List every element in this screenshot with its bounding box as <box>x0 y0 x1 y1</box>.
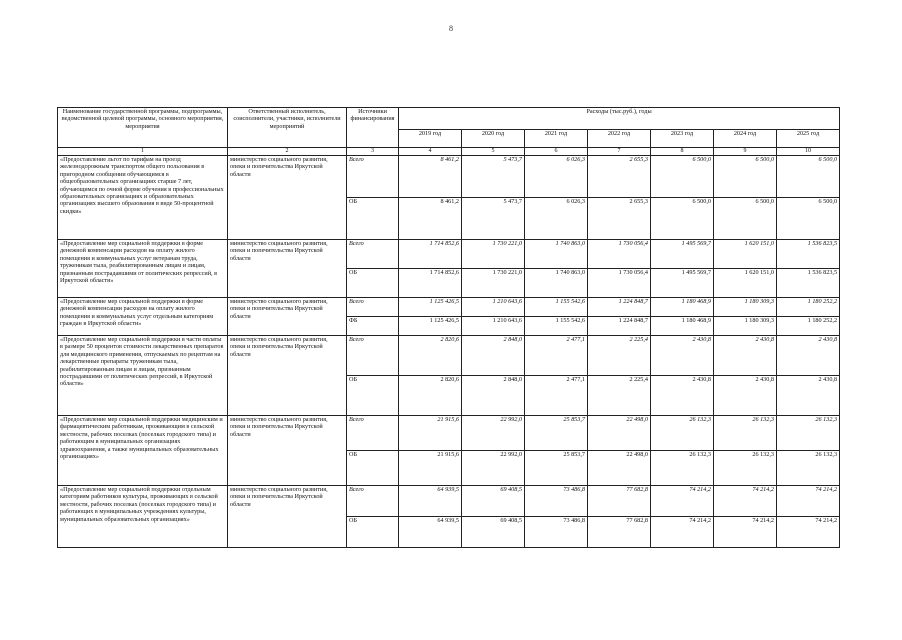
total-value: 64 939,5 <box>399 486 462 517</box>
total-value: 2 430,8 <box>651 336 714 376</box>
budget-value: 1 536 823,5 <box>777 269 840 298</box>
budget-value: 1 714 852,6 <box>399 269 462 298</box>
budget-value: 8 461,2 <box>399 198 462 240</box>
total-value: 22 498,0 <box>588 416 651 451</box>
measure-name: «Предоставление мер социальной поддержки медицинским и фармацевтическим работникам, проживающим в сельской местности, рабочих поселках (поселках городского типа) и работающим в муниципальных организациях здравоохранения, а также муниципальных образовательных организациях» <box>58 416 228 486</box>
table-row <box>58 486 840 517</box>
total-value: 1 536 823,5 <box>777 240 840 269</box>
total-value: 26 132,3 <box>714 416 777 451</box>
total-value: 1 125 426,5 <box>399 298 462 317</box>
source-budget: ОБ <box>347 517 399 548</box>
header-name: Наименование государственной программы, подпрограммы, ведомственной целевой программы, основного мероприятия, мероприятия <box>58 108 228 148</box>
budget-value: 26 132,3 <box>714 451 777 486</box>
budget-value: 2 820,6 <box>399 376 462 416</box>
budget-value: 74 214,2 <box>651 517 714 548</box>
total-value: 1 740 863,0 <box>525 240 588 269</box>
budget-value: 1 730 056,4 <box>588 269 651 298</box>
budget-value: 1 180 309,3 <box>714 317 777 336</box>
total-value: 26 132,3 <box>777 416 840 451</box>
header-year: 2025 год <box>777 130 840 148</box>
header-year: 2024 год <box>714 130 777 148</box>
budget-value: 6 026,3 <box>525 198 588 240</box>
total-value: 1 730 056,4 <box>588 240 651 269</box>
column-number: 6 <box>525 148 588 156</box>
source-total: Всего <box>347 336 399 376</box>
table-row <box>58 416 840 451</box>
total-value: 1 730 221,0 <box>462 240 525 269</box>
budget-value: 22 992,0 <box>462 451 525 486</box>
budget-value: 6 500,0 <box>651 198 714 240</box>
column-number: 3 <box>347 148 399 156</box>
measure-executor: министерство социального развития, опеки и попечительства Иркутской области <box>228 240 347 298</box>
budget-value: 2 477,1 <box>525 376 588 416</box>
measure-name: «Предоставление мер социальной поддержки в форме денежной компенсации расходов на оплату жилого помещения и коммунальных услуг ветеранам труда, труженикам тыла, реабилитированным лицам и лицам, признанным пострадавшими от политических репрессий, в Иркутской области» <box>58 240 228 298</box>
budget-value: 2 430,8 <box>651 376 714 416</box>
header-year: 2022 год <box>588 130 651 148</box>
total-value: 6 026,3 <box>525 156 588 198</box>
budget-value: 2 430,8 <box>777 376 840 416</box>
budget-value: 1 155 542,6 <box>525 317 588 336</box>
total-value: 25 853,7 <box>525 416 588 451</box>
total-value: 73 486,8 <box>525 486 588 517</box>
table-body <box>58 156 840 548</box>
header-year: 2023 год <box>651 130 714 148</box>
budget-value: 74 214,2 <box>777 517 840 548</box>
budget-value: 6 500,0 <box>714 198 777 240</box>
measure-executor: министерство социального развития, опеки и попечительства Иркутской области <box>228 156 347 240</box>
budget-value: 1 620 151,0 <box>714 269 777 298</box>
header-source: Источники финансирования <box>347 108 399 148</box>
source-total: Всего <box>347 298 399 317</box>
total-value: 22 992,0 <box>462 416 525 451</box>
budget-value: 1 210 643,6 <box>462 317 525 336</box>
measure-executor: министерство социального развития, опеки и попечительства Иркутской области <box>228 486 347 548</box>
total-value: 74 214,2 <box>651 486 714 517</box>
total-value: 21 915,6 <box>399 416 462 451</box>
total-value: 1 224 848,7 <box>588 298 651 317</box>
budget-value: 21 915,6 <box>399 451 462 486</box>
header-year: 2019 год <box>399 130 462 148</box>
total-value: 2 655,3 <box>588 156 651 198</box>
total-value: 5 473,7 <box>462 156 525 198</box>
total-value: 74 214,2 <box>777 486 840 517</box>
column-number: 5 <box>462 148 525 156</box>
source-total: Всего <box>347 240 399 269</box>
total-value: 74 214,2 <box>714 486 777 517</box>
total-value: 2 430,8 <box>714 336 777 376</box>
budget-value: 73 486,8 <box>525 517 588 548</box>
total-value: 1 180 252,2 <box>777 298 840 317</box>
budget-value: 2 430,8 <box>714 376 777 416</box>
total-value: 6 500,0 <box>777 156 840 198</box>
budget-value: 22 498,0 <box>588 451 651 486</box>
total-value: 2 477,1 <box>525 336 588 376</box>
table-row <box>58 240 840 269</box>
source-budget: ФБ <box>347 317 399 336</box>
budget-value: 26 132,3 <box>777 451 840 486</box>
table-row <box>58 298 840 317</box>
measure-name: «Предоставление мер социальной поддержки отдельным категориям работников культуры, проживающих в сельской местности, рабочих поселках (поселках городского типа) и работающих в муниципальных учреждениях культуры, муниципальных образовательных организациях» <box>58 486 228 548</box>
budget-value: 1 180 252,2 <box>777 317 840 336</box>
budget-value: 64 939,5 <box>399 517 462 548</box>
column-number: 4 <box>399 148 462 156</box>
budget-value: 1 730 221,0 <box>462 269 525 298</box>
column-numbers-row <box>58 148 840 156</box>
header-executor: Ответственный исполнитель, соисполнители, участники, исполнители мероприятий <box>228 108 347 148</box>
budget-value: 69 408,5 <box>462 517 525 548</box>
header-expenses: Расходы (тыс.руб.), годы <box>399 108 840 130</box>
table-row <box>58 156 840 198</box>
source-budget: ОБ <box>347 198 399 240</box>
total-value: 1 155 542,6 <box>525 298 588 317</box>
source-total: Всего <box>347 486 399 517</box>
column-number: 2 <box>228 148 347 156</box>
total-value: 77 682,8 <box>588 486 651 517</box>
page-number: 8 <box>449 24 453 33</box>
total-value: 1 620 151,0 <box>714 240 777 269</box>
source-total: Всего <box>347 156 399 198</box>
budget-value: 1 224 848,7 <box>588 317 651 336</box>
budget-value: 1 740 863,0 <box>525 269 588 298</box>
budget-value: 25 853,7 <box>525 451 588 486</box>
measure-executor: министерство социального развития, опеки и попечительства Иркутской области <box>228 298 347 336</box>
measure-name: «Предоставление мер социальной поддержки в форме денежной компенсации расходов на оплату жилого помещения и коммунальных услуг отдельным категориям граждан в Иркутской области» <box>58 298 228 336</box>
total-value: 26 132,3 <box>651 416 714 451</box>
total-value: 1 180 309,3 <box>714 298 777 317</box>
measure-name: «Предоставление льгот по тарифам на проезд железнодорожным транспортом общего пользования в пригородном сообщении обучающимся в общеобразовательных организациях старше 7 лет, обучающимся по очной форме обучения в профессиональных образовательных организациях и образовательных организациях высшего образования в виде 50-процентной скидки» <box>58 156 228 240</box>
column-number: 10 <box>777 148 840 156</box>
budget-value: 5 473,7 <box>462 198 525 240</box>
table-row <box>58 336 840 376</box>
source-budget: ОБ <box>347 269 399 298</box>
source-budget: ОБ <box>347 451 399 486</box>
header-year: 2020 год <box>462 130 525 148</box>
source-total: Всего <box>347 416 399 451</box>
total-value: 2 820,6 <box>399 336 462 376</box>
column-number: 9 <box>714 148 777 156</box>
column-number: 8 <box>651 148 714 156</box>
measure-executor: министерство социального развития, опеки и попечительства Иркутской области <box>228 416 347 486</box>
budget-value: 1 180 468,9 <box>651 317 714 336</box>
total-value: 1 714 852,6 <box>399 240 462 269</box>
total-value: 8 461,2 <box>399 156 462 198</box>
measure-executor: министерство социального развития, опеки и попечительства Иркутской области <box>228 336 347 416</box>
source-budget: ОБ <box>347 376 399 416</box>
budget-value: 77 682,8 <box>588 517 651 548</box>
total-value: 2 848,0 <box>462 336 525 376</box>
total-value: 1 495 569,7 <box>651 240 714 269</box>
header-year: 2021 год <box>525 130 588 148</box>
total-value: 2 430,8 <box>777 336 840 376</box>
budget-value: 2 655,3 <box>588 198 651 240</box>
budget-value: 1 495 569,7 <box>651 269 714 298</box>
column-number: 7 <box>588 148 651 156</box>
budget-value: 74 214,2 <box>714 517 777 548</box>
total-value: 1 210 643,6 <box>462 298 525 317</box>
measure-name: «Предоставление мер социальной поддержки в части оплаты в размере 50 процентов стоимости лекарственных препаратов для медицинского применения, отпускаемых по рецептам на лекарственные препараты труженикам тыла, реабилитированным лицам и лицам, признанным пострадавшими от политических репрессий, в Иркутской области» <box>58 336 228 416</box>
total-value: 6 500,0 <box>714 156 777 198</box>
total-value: 2 225,4 <box>588 336 651 376</box>
total-value: 69 408,5 <box>462 486 525 517</box>
column-number: 1 <box>58 148 228 156</box>
expenses-table <box>57 107 840 548</box>
total-value: 1 180 468,9 <box>651 298 714 317</box>
budget-value: 1 125 426,5 <box>399 317 462 336</box>
budget-value: 26 132,3 <box>651 451 714 486</box>
total-value: 6 500,0 <box>651 156 714 198</box>
budget-value: 6 500,0 <box>777 198 840 240</box>
budget-value: 2 848,0 <box>462 376 525 416</box>
budget-value: 2 225,4 <box>588 376 651 416</box>
